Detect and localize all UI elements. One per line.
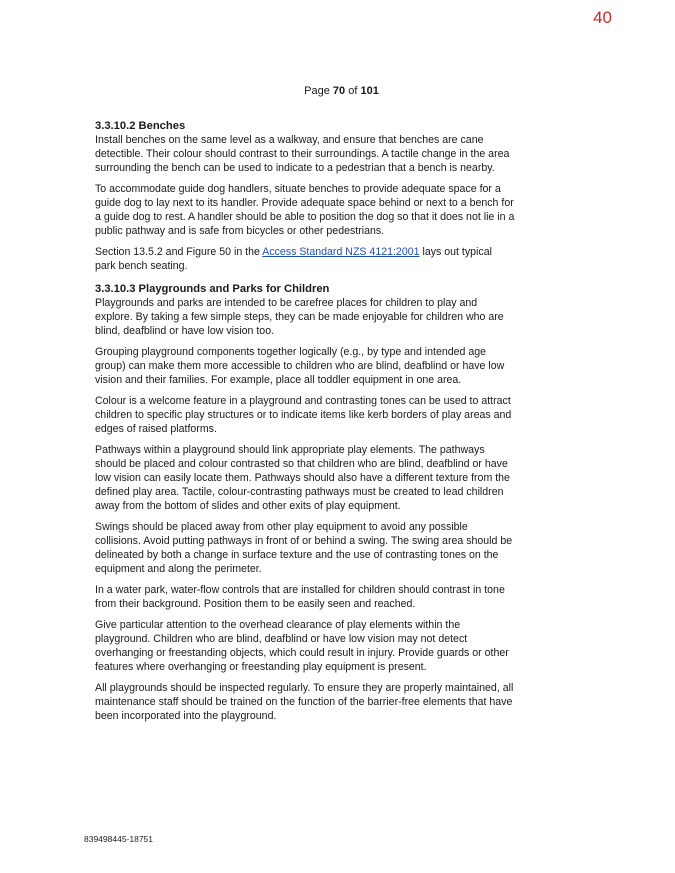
page-counter — [0, 85, 675, 97]
page-counter-total: 101 — [360, 85, 379, 97]
section-benches — [95, 119, 515, 273]
paragraph: All playgrounds should be inspected regularly. To ensure they are properly maintained, all maintenance staff should be trained on the function of the barrier-free elements that have been incorporated into the playground. — [95, 682, 514, 722]
access-standard-link[interactable]: Access Standard NZS 4121:2001 — [262, 246, 420, 258]
page-marker-number: 40 — [593, 8, 612, 27]
section-heading: 3.3.10.2 Benches — [95, 120, 186, 132]
link-paragraph-after: lays out typical park bench seating. — [95, 246, 492, 272]
paragraph: Pathways within a playground should link appropriate play elements. The pathways should be placed and colour contrasted so that children who are blind, deafblind or have low vision can easily locate them. Pathways should also have a different texture from the defined play area. Tactile, colour-contrasting pathways must be created to lead children away from the bottom of slides and other exits of play equipment. — [95, 444, 510, 512]
page-counter-of: of — [345, 85, 361, 97]
page-counter-prefix: Page — [304, 85, 333, 97]
paragraph: Playgrounds and parks are intended to be carefree places for children to play and explore. By taking a few simple steps, they can be made enjoyable for children who are blind, deafblind or have low vision too. — [95, 297, 504, 337]
paragraph-with-link — [95, 245, 515, 273]
document-id: 839498445-18751 — [84, 834, 154, 844]
paragraph: Give particular attention to the overhead clearance of play elements within the playground. Children who are blind, deafblind or have low vision may not detect overhanging or freestanding objects, which could result in injury. Provide guards or other features where overhanging or freestanding play equipment is present. — [95, 619, 509, 673]
paragraph: Colour is a welcome feature in a playground and contrasting tones can be used to attract children to specific play structures or to indicate items like kerb borders of play areas and edges of raised platforms. — [95, 395, 512, 435]
paragraph: Install benches on the same level as a walkway, and ensure that benches are cane detectible. Their colour should contrast to their surroundings. A tactile change in the area surrounding the bench can be used to indicate to a pedestrian that a bench is nearby. — [95, 134, 510, 174]
section-playgrounds — [95, 282, 515, 723]
section-heading: 3.3.10.3 Playgrounds and Parks for Children — [95, 283, 330, 295]
link-paragraph-before: Section 13.5.2 and Figure 50 in the — [95, 246, 263, 258]
paragraph: Swings should be placed away from other play equipment to avoid any possible collisions. Avoid putting pathways in front of or behind a swing. The swing area should be delineated by both a change in surface texture and the use of contrasting tones on the equipment and along the perimeter. — [95, 521, 513, 575]
document-body — [95, 119, 515, 730]
paragraph: To accommodate guide dog handlers, situate benches to provide adequate space for a guide dog to lay next to its handler. Provide adequate space behind or next to a bench for a guide dog to rest. A handler should be able to position the dog so that it does not lie in a public pathway and is safe from bicycles or other pedestrians. — [95, 183, 515, 237]
paragraph: In a water park, water-flow controls that are installed for children should contrast in tone from their background. Position them to be easily seen and reached. — [95, 584, 505, 610]
paragraph: Grouping playground components together logically (e.g., by type and intended age group) can make them more accessible to children who are blind, deafblind or have low vision and their families. For example, place all toddler equipment in one area. — [95, 346, 505, 386]
page-counter-current: 70 — [332, 85, 346, 97]
